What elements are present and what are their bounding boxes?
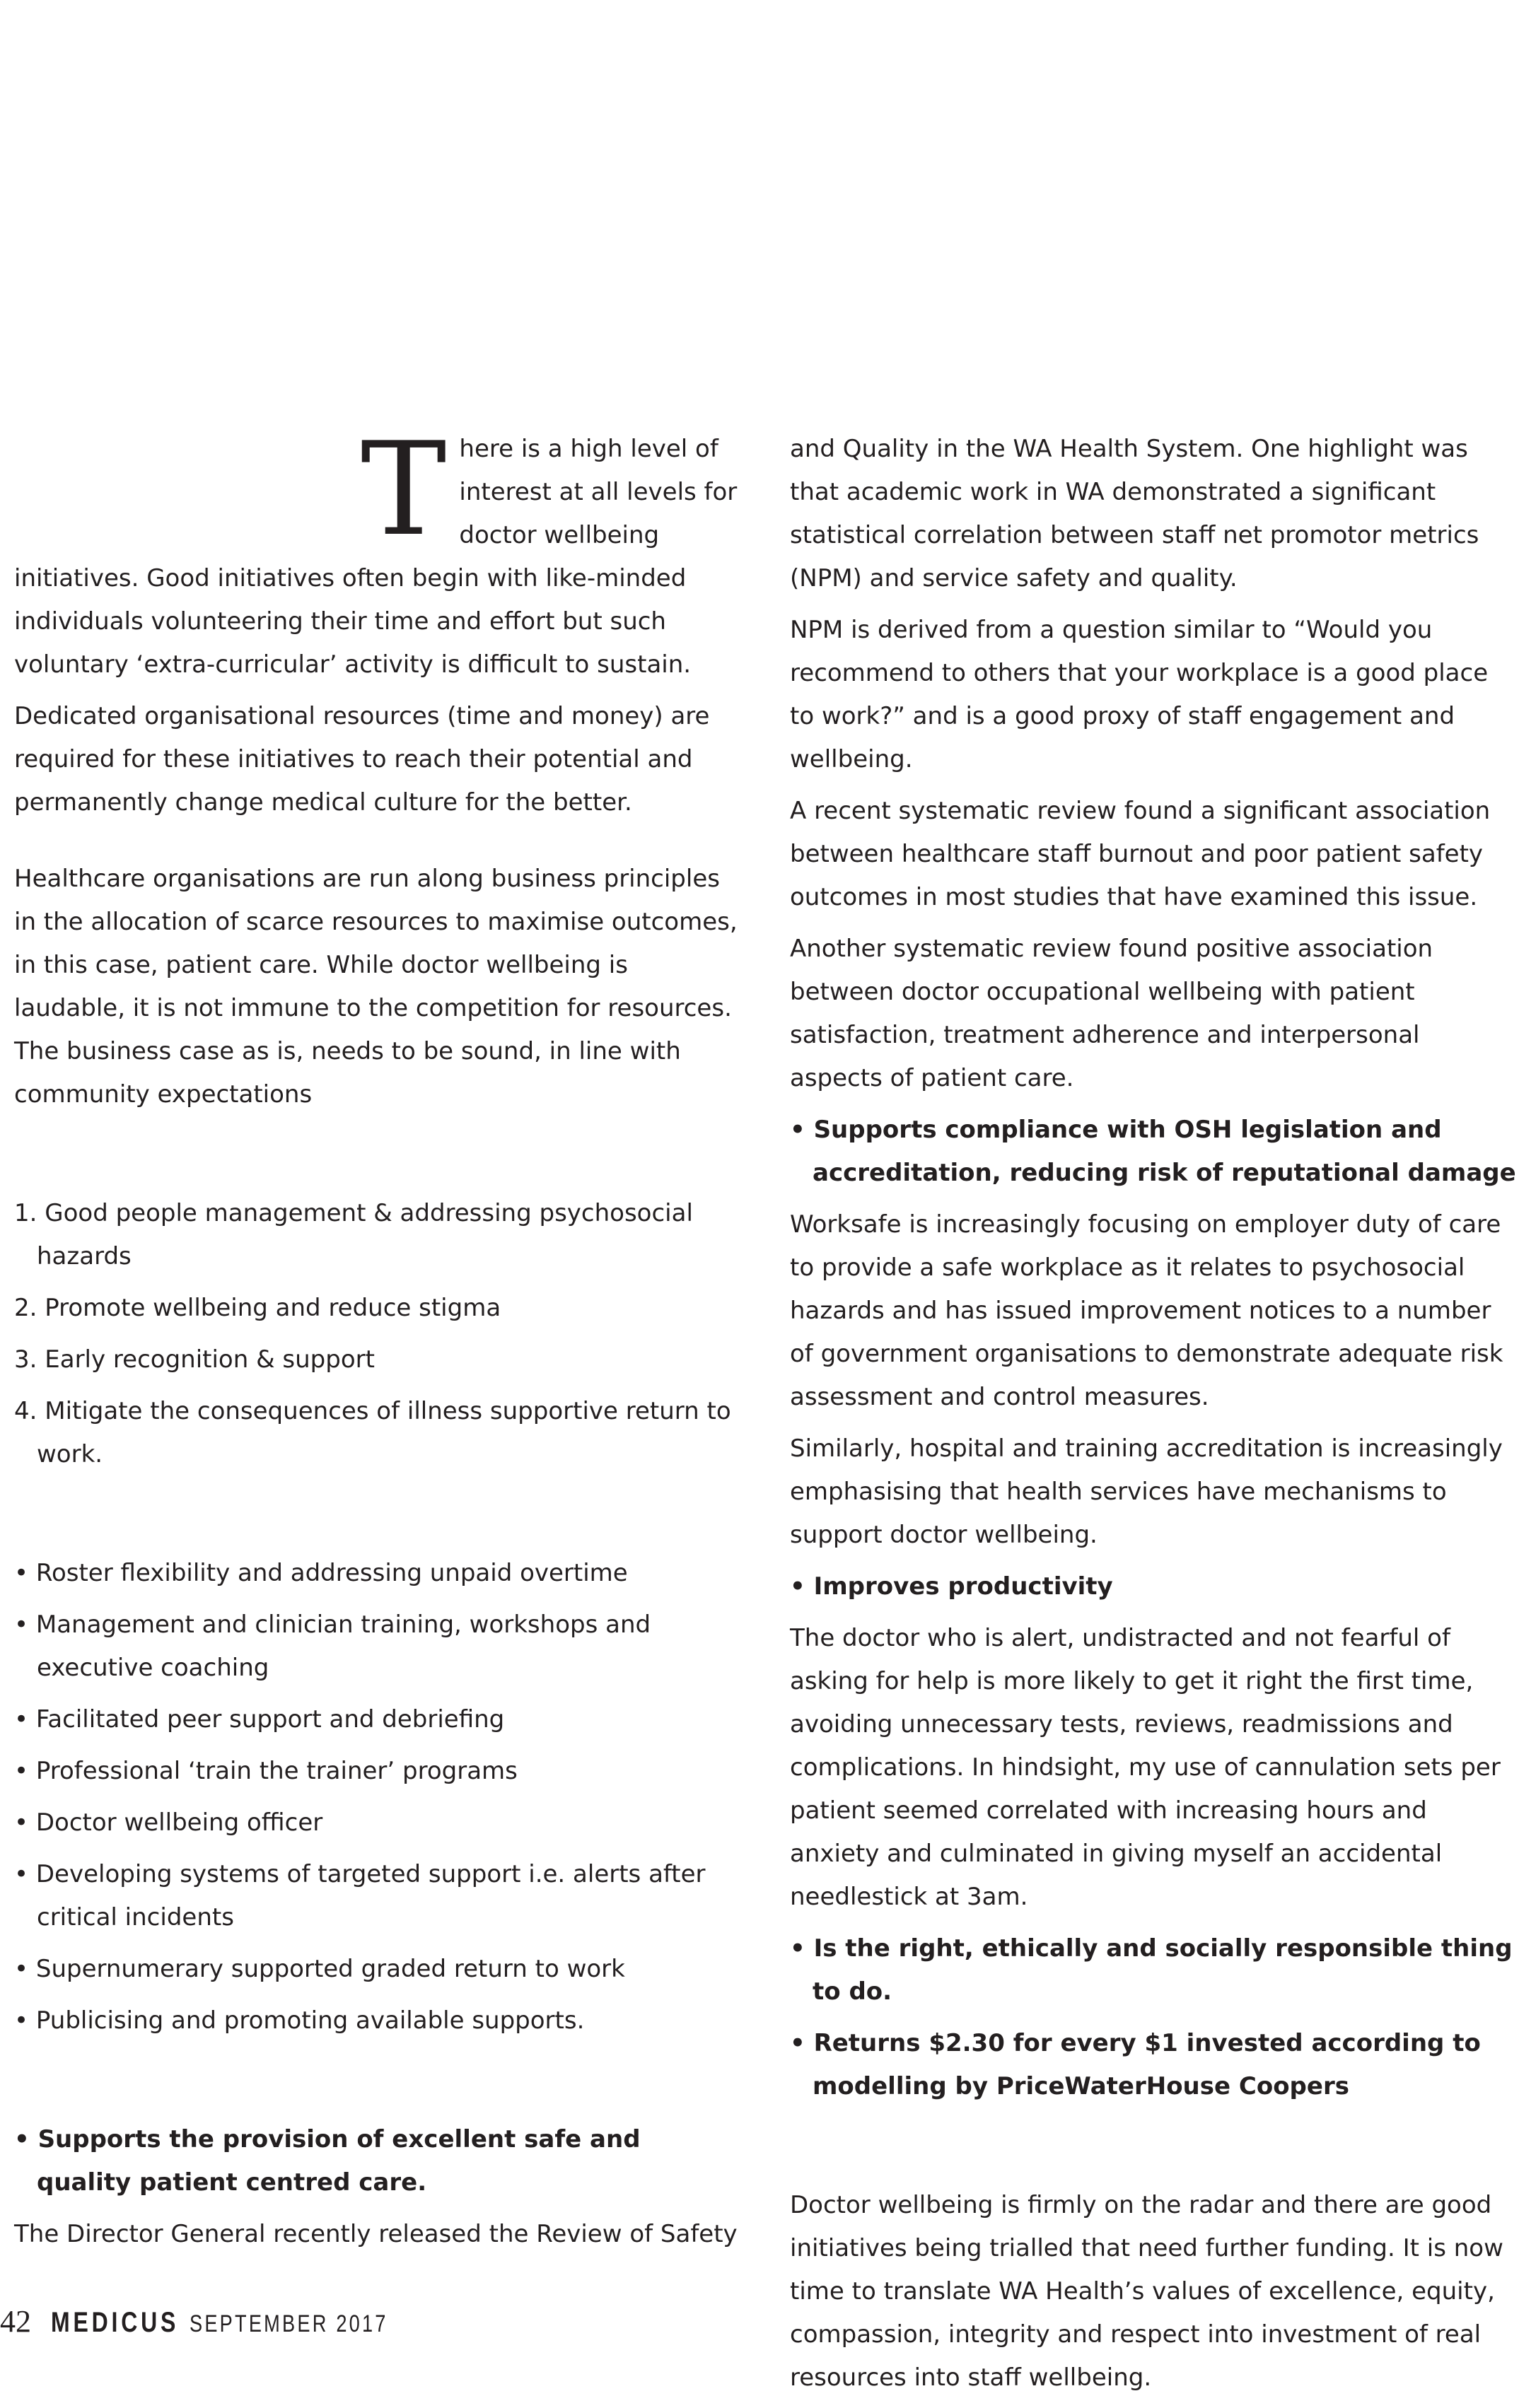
numbered-item: 3. Early recognition & support [14, 1345, 375, 1374]
bold-bullet-safe-care: • Supports the provision of excellent safe and quality patient centred care. [14, 2125, 641, 2197]
paragraph-resources: Dedicated organisational resources (time and money) are required for these initiatives to reach their potential and permanently change medical culture for the better. [14, 702, 710, 817]
issue-date: SEPTEMBER 2017 [190, 2310, 389, 2337]
bullet-item: • Supernumerary supported graded return to work [14, 1955, 625, 1983]
bold-bullet-osh: • Supports compliance with OSH legislation and accreditation, reducing risk of reputational damage [790, 1116, 1516, 1187]
intro-paragraph [14, 414, 743, 686]
drop-cap: T [361, 414, 447, 564]
magazine-name: MEDICUS [51, 2307, 180, 2338]
bullet-list [14, 1552, 743, 2042]
numbered-list [14, 1192, 743, 1476]
bold-bullet-ethical: • Is the right, ethically and socially responsible thing to do. [790, 1934, 1513, 2006]
paragraph-burnout: A recent systematic review found a significant association between healthcare staff burnout and poor patient safety outcomes in most studies that have examined this issue. [790, 797, 1491, 911]
bullet-item: • Doctor wellbeing officer [14, 1808, 323, 1837]
paragraph-accreditation: Similarly, hospital and training accreditation is increasingly emphasising that health services have mechanisms to support doctor wellbeing. [790, 1434, 1503, 1549]
left-column [14, 414, 743, 2264]
paragraph-alert-doctor: The doctor who is alert, undistracted and not fearful of asking for help is more likely to get it right the first time, avoiding unnecessary tests, reviews, readmissions and complications. In hindsight, my use of cannulation sets per patient seemed correlated with increasing hours and anxiety and culminated in giving myself an accidental needlestick at 3am. [790, 1624, 1501, 1911]
paragraph-review: and Quality in the WA Health System. One highlight was that academic work in WA demonstrated a significant statistical correlation between staff net promotor metrics (NPM) and service safety and quality. [790, 435, 1479, 592]
paragraph-npm: NPM is derived from a question similar to “Would you recommend to others that your workplace is a good place to work?” and is a good proxy of staff engagement and wellbeing. [790, 616, 1489, 773]
bullet-item: • Publicising and promoting available supports. [14, 2006, 585, 2035]
bullet-item: • Facilitated peer support and debriefing [14, 1705, 505, 1734]
numbered-item: 1. Good people management & addressing psychosocial hazards [14, 1199, 693, 1270]
paragraph-conclusion: Doctor wellbeing is firmly on the radar and there are good initiatives being trialled that need further funding. It is now time to translate WA Health’s values of excellence, equity, compassion, integrity and respect into investment of real resources into staff wellbeing. [790, 2191, 1503, 2392]
paragraph-director-general: The Director General recently released the Review of Safety [14, 2220, 738, 2248]
paragraph-business-case: Healthcare organisations are run along business principles in the allocation of scarce resources to maximise outcomes, in this case, patient care. While doctor wellbeing is laudable, it is not immune to the competition for resources. The business case as is, needs to be sound, in line with community expectations [14, 865, 738, 1109]
right-column [790, 428, 1519, 2408]
paragraph-satisfaction: Another systematic review found positive association between doctor occupational wellbeing with patient satisfaction, treatment adherence and interpersonal aspects of patient care. [790, 935, 1433, 1092]
bold-bullet-productivity: • Improves productivity [790, 1572, 1113, 1601]
bullet-item: • Professional ‘train the trainer’ programs [14, 1757, 518, 1785]
numbered-item: 4. Mitigate the consequences of illness supportive return to work. [14, 1397, 731, 1468]
page-number: 42 [0, 2304, 31, 2339]
bold-bullet-returns: • Returns $2.30 for every $1 invested according to modelling by PriceWaterHouse Coopers [790, 2029, 1481, 2100]
page-footer [0, 2303, 438, 2346]
bullet-item: • Roster flexibility and addressing unpaid overtime [14, 1559, 628, 1587]
paragraph-worksafe: Worksafe is increasingly focusing on employer duty of care to provide a safe workplace as it relates to psychosocial hazards and has issued improvement notices to a number of government organisations to demonstrate adequate risk assessment and control measures. [790, 1210, 1503, 1411]
numbered-item: 2. Promote wellbeing and reduce stigma [14, 1294, 501, 1322]
intro-text: here is a high level of interest at all levels for doctor wellbeing initiatives. Good initiatives often begin with like-minded individuals volunteering their time and effort but such voluntary ‘extra-curricular’ activity is difficult to sustain. [14, 435, 738, 679]
bullet-item: • Management and clinician training, workshops and executive coaching [14, 1611, 651, 1682]
bullet-item: • Developing systems of targeted support i.e. alerts after critical incidents [14, 1860, 706, 1931]
